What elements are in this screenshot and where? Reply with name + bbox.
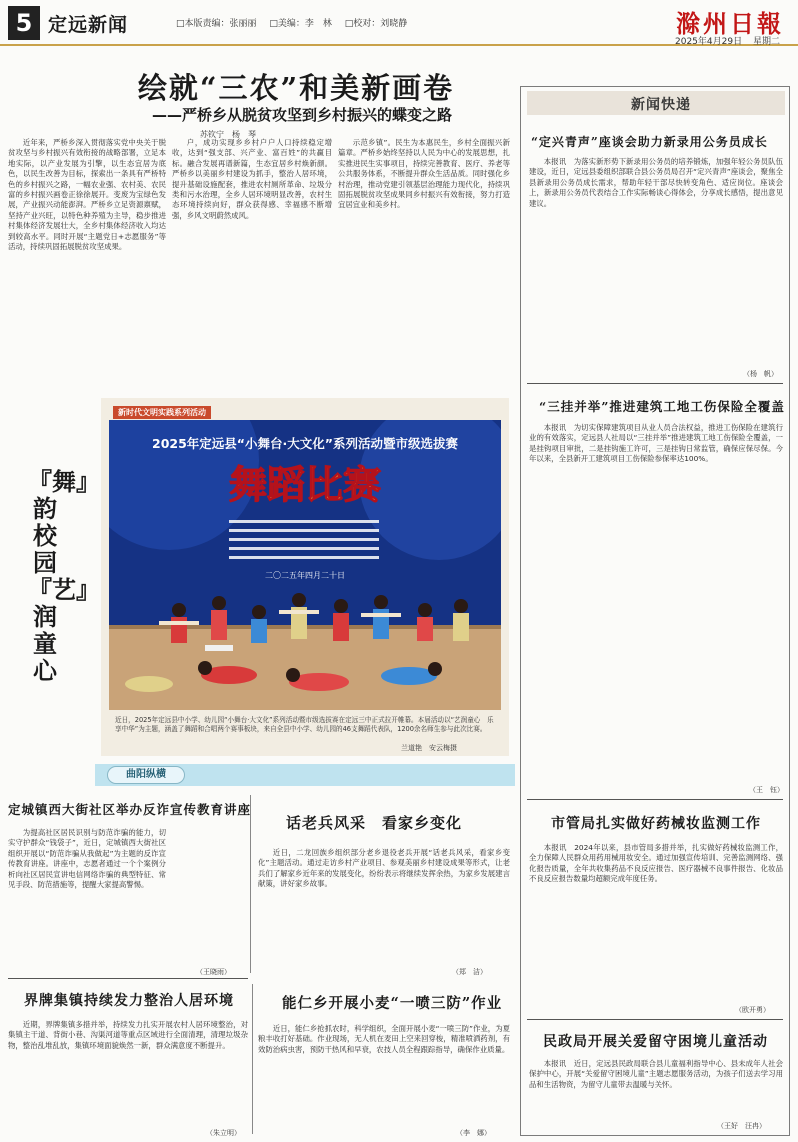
r1-headline: “定兴青声”座谈会助力新录用公务员成长 [531, 135, 768, 149]
proofreader-credit: □校对：刘晓静 [344, 19, 408, 29]
page-header [0, 0, 798, 46]
lead-column-2 [172, 138, 332, 390]
designer-credit: □美编：李 林 [269, 19, 332, 29]
b3-headline: 界牌集镇持续发力整治人居环境 [24, 993, 234, 1009]
stage-date: 二〇二五年四月二十日 [265, 571, 345, 580]
photo-side-title: 『舞』韵校园 『艺』润童心 [28, 467, 100, 685]
column-divider [250, 795, 251, 973]
news-express-tag [527, 91, 785, 115]
story-divider [527, 799, 783, 800]
r4-author: （王好 汪冉） [717, 1122, 766, 1130]
r4-body: 本报讯 近日，定远县民政局联合县儿童福利指导中心、县未成年人社会保护中心，开展“关爱留守困境儿童”主题志愿服务活动，为孩子们送去学习用品和生活物资，为留守儿童带去温暖与关怀。 [529, 1059, 783, 1089]
section-name: 定远新闻 [48, 14, 129, 36]
lead-col3-text: 示范乡镇”。民生为本惠民生，乡村全面振兴新篇章。严桥乡始终坚持以人民为中心的发展思想，扎实推进民生实事项目，持续完善教育、医疗、养老等公共服务体系，不断提升群众生活品质。同时强化乡村治理，推动党建引领基层治理能力现代化，持续巩固拓展脱贫攻坚成果同乡村振兴有效衔接，努力打造宜居宜业和美乡村。 [338, 138, 510, 210]
r3-body: 本报讯 2024年以来，县市管局多措并举，扎实做好药械妆监测工作，全力保障人民群众用药用械用妆安全。通过加强宣传培训、完善监测网络、强化报告质量，全年共收集药品不良反应报告、医疗器械不良事件报告、化妆品不良反应报告数量均超额完成年度任务。 [529, 843, 783, 884]
b1-author: （王晓雨） [196, 968, 231, 976]
r1-author: （杨 帆） [743, 370, 778, 378]
page-number: 5 [8, 6, 40, 40]
lead-col2-text: 户，成功实现乡乡村户户人口持续稳定增收，达到“强支部、兴产业、富百姓”的共赢目标。融合发展再谱新篇，生态宜居乡村焕新颜。严桥乡以美丽乡村建设为抓手，整治人居环境，提升基础设施配套，推进农村厕所革命、垃圾分类和污水治理，全乡人居环境明显改善，农村生态环境持续向好，群众获得感、幸福感不断增强，乡风文明蔚然成风。 [172, 138, 332, 220]
r3-body-column [529, 843, 783, 1007]
lead-headline: 绘就“三农”和美新画卷 [137, 71, 455, 105]
story-divider [527, 383, 783, 384]
b3-body-column [8, 1020, 248, 1128]
news-express-label: 新闻快递 [631, 97, 691, 113]
b4-headline: 能仁乡开展小麦“一喷三防”作业 [282, 995, 503, 1012]
lead-column-3 [338, 138, 510, 390]
b1-column-a [8, 828, 166, 968]
photo-credit: 兰道艳 安云梅摄 [401, 744, 457, 752]
lead-col1-text: 近年来，严桥乡深入贯彻落实党中央关于脱贫攻坚与乡村振兴有效衔接的战略部署，立足本地实际，以产业发展为引擎，以生态宜居为底色，以民生改善为目标，探索出一条具有严桥特色的乡村振兴之路，一幅农业强、农村美、农民富的乡村振兴画卷正徐徐展开。变废为宝绿色发展，产业振兴动能澎湃。严桥乡立足资源禀赋，坚持产业兴旺，以特色种养殖为主导，稳步推进村集体经济发展壮大，全乡村集体经济收入均达到较高水平。同时开展“主题党日+志愿服务”等活动，持续巩固拓展脱贫攻坚成果。 [8, 138, 166, 252]
r2-body-column [529, 423, 783, 789]
r3-author: （欧开勇） [735, 1006, 770, 1014]
section-band-label: 曲阳纵横 [107, 766, 185, 784]
b4-author: （李 娜） [456, 1129, 491, 1137]
r2-headline: “三挂并举”推进建筑工地工伤保险全覆盖 [539, 399, 785, 414]
r1-body: 本报讯 为落实新形势下新录用公务员的培养锻炼，加强年轻公务员队伍建设，近日，定远县委组织部联合县公务员局召开“定兴青声”座谈会，聚焦全县新录用公务员成长需求，帮助年轻干部尽快转变角色、适应岗位。座谈会上，新录用公务员代表结合工作实际畅谈心得体会，分享成长感悟，提出意见建议。 [529, 157, 783, 208]
dance-stage-photo [109, 420, 501, 710]
photo-caption: 近日，2025年定远县中小学、幼儿园“小舞台·大文化”系列活动暨市级选拔赛在定远三中正式拉开帷幕。本届活动以“艺润童心 乐享中华”为主题，涵盖了舞蹈和合唱两个赛事板块，来自全县中小学、幼儿园的46支舞蹈代表队，1200余名师生参与此次比赛。 [115, 716, 494, 733]
photo-tag: 新时代文明实践系列活动 [113, 406, 211, 419]
r4-headline: 民政局开展关爱留守困境儿童活动 [543, 1034, 768, 1050]
news-express-column [520, 86, 790, 1136]
b4-body-column [258, 1024, 510, 1128]
banner-text: 2025年定远县“小舞台·大文化”系列活动暨市级选拔赛 [152, 436, 458, 451]
story-divider [8, 978, 248, 979]
editor-credit: □本版责编：张丽丽 [176, 19, 257, 29]
r2-body: 本报讯 为切实保障建筑项目从业人员合法权益，推进工伤保险在建筑行业的有效落实，定远县人社局以“三挂并举”推进建筑工地工伤保险全覆盖，一是挂钩项目审批，二是挂钩施工许可，三是挂钩日常监管，确保应保尽保。今年以来，全县新开工建筑项目工伤保险参保率达100%。 [529, 423, 783, 464]
stage-title: 舞蹈比赛 [228, 462, 382, 507]
column-divider [252, 984, 253, 1134]
lead-subheadline: ——严桥乡从脱贫攻坚到乡村振兴的蝶变之路 [151, 106, 452, 124]
r2-author: （王 钰） [749, 786, 784, 794]
weekday-text: 星期二 [752, 37, 780, 47]
date-text: 2025年4月29日 [675, 37, 743, 47]
r1-body-column [529, 157, 783, 373]
b1-body: 为提高社区居民识别与防范诈骗的能力，切实守护群众“钱袋子”，近日，定城镇西大街社区组织开展以“防范诈骗从我做起”为主题的反诈宣传教育讲座。讲座中，志愿者通过一个个案例分析向社区居民宣讲电信网络诈骗的典型特征、常见手段、防范措施等，提醒大家提高警惕。 [8, 828, 166, 890]
r3-headline: 市管局扎实做好药械妆监测工作 [551, 816, 761, 832]
b2-author: （郑 洁） [452, 968, 487, 976]
editor-credits [176, 16, 417, 29]
b3-body: 近期，界牌集镇多措并举，持续发力扎实开展农村人居环境整治，对集镇主干道、背街小巷、沟渠河道等重点区域进行全面清理，清理垃圾杂物，整治乱堆乱放，集镇环境面貌焕然一新，群众满意度不断提升。 [8, 1020, 248, 1050]
lead-byline: 苏钦宁 杨 琴 [200, 130, 256, 139]
r4-body-column [529, 1059, 783, 1121]
b2-headline: 话老兵风采 看家乡变化 [286, 814, 463, 832]
lead-column-1 [8, 138, 166, 390]
story-divider [527, 1019, 783, 1020]
b1-headline: 定城镇西大街社区举办反诈宣传教育讲座 [8, 802, 252, 817]
section-band [95, 764, 515, 786]
b4-body: 近日，能仁乡抢抓农时，科学组织，全面开展小麦“一喷三防”作业，为夏粮丰收打好基础。作业现场，无人机在麦田上空来回穿梭，精准喷洒药剂，有效防治病虫害，预防干热风和早衰，农技人员全程跟踪指导，确保作业质量。 [258, 1024, 510, 1054]
b2-body: 近日，二龙回族乡组织部分老乡退役老兵开展“话老兵风采，看家乡变化”主题活动。通过走访乡村产业项目、参观美丽乡村建设成果等形式，让老兵们了解家乡近年来的发展变化，纷纷表示将继续发挥余热，为家乡发展建言献策，讲好家乡故事。 [258, 848, 510, 889]
publication-date [675, 34, 788, 47]
b2-body-column [258, 848, 510, 966]
news-photo [101, 398, 509, 756]
b3-author: （朱立明） [206, 1129, 241, 1137]
newspaper-masthead: 滁州日報 [676, 9, 784, 38]
